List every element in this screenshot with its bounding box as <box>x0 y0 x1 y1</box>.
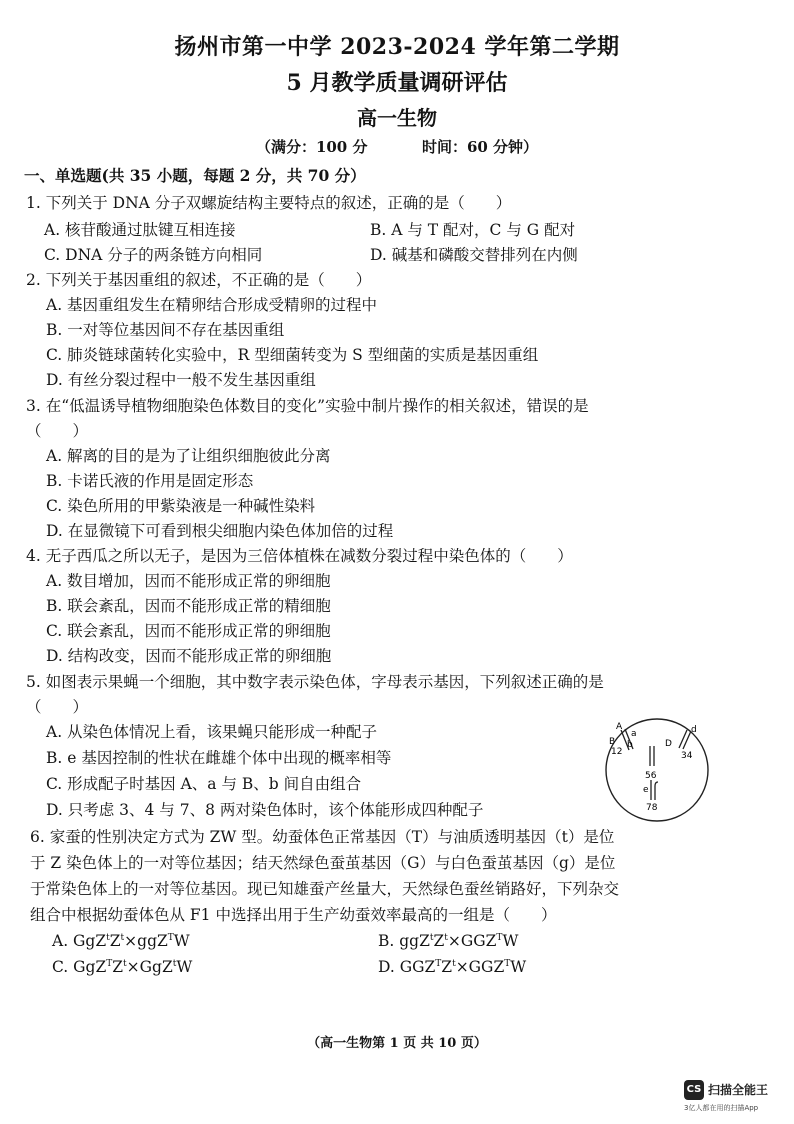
q1-option-c: C. DNA 分子的两条链方向相同 <box>44 246 263 264</box>
gene-b-label: b <box>627 740 633 750</box>
q3-stem-brackets: （ ） <box>26 422 89 440</box>
exam-title: 5 月教学质量调研评估 <box>286 70 508 96</box>
time-info: 时间：60 分钟） <box>421 138 539 156</box>
scanner-app-name: 扫描全能王 <box>708 1083 769 1097</box>
q2-stem: 2. 下列关于基因重组的叙述，不正确的是（ ） <box>26 271 372 289</box>
q4-option-c: C. 联会紊乱，因而不能形成正常的卵细胞 <box>46 622 331 640</box>
q6-option-d: D. $GGZ^TZ^t\times GGZ^TW$ <box>378 958 527 976</box>
q5-stem: 5. 如图表示果蝇一个细胞，其中数字表示染色体，字母表示基因，下列叙述正确的是 <box>26 673 604 691</box>
q3-option-d: D. 在显微镜下可看到根尖细胞内染色体加倍的过程 <box>46 522 394 540</box>
exam-meta <box>0 136 794 157</box>
q4-option-a: A. 数目增加，因而不能形成正常的卵细胞 <box>46 572 331 590</box>
chromosome-4 <box>683 731 691 749</box>
scanner-app-slogan: 3亿人都在用的扫描App <box>684 1104 759 1112</box>
school-title: 扬州市第一中学 2023-2024 学年第二学期 <box>174 34 620 60</box>
q4-stem: 4. 无子西瓜之所以无子，是因为三倍体植株在减数分裂过程中染色体的（ ） <box>26 547 573 565</box>
chromosome-56-label: 56 <box>645 771 657 781</box>
gene-A-label: A <box>616 722 623 732</box>
q2-option-b: B. 一对等位基因间不存在基因重组 <box>46 321 285 339</box>
q2-option-a: A. 基因重组发生在精卵结合形成受精卵的过程中 <box>46 296 378 314</box>
q6-stem-line3: 于常染色体上的一对等位基因。现已知雄蚕产丝量大，天然绿色蚕丝销路好，下列杂交 <box>30 880 620 898</box>
chromosome-12-label: 12 <box>611 747 623 757</box>
q3-option-a: A. 解离的目的是为了让组织细胞彼此分离 <box>46 447 331 465</box>
q5-option-d: D. 只考虑 3、4 与 7、8 两对染色体时，该个体能形成四种配子 <box>46 801 484 819</box>
gene-e-label: e <box>643 785 649 795</box>
q6-option-a: A. $GgZ^tZ^t\times ggZ^TW$ <box>52 932 190 950</box>
gene-D-label: D <box>665 739 672 749</box>
gene-a-label: a <box>631 729 637 739</box>
q3-stem: 3. 在“低温诱导植物细胞染色体数目的变化”实验中制片操作的相关叙述，错误的是 <box>26 397 589 415</box>
q3-option-c: C. 染色所用的甲紫染液是一种碱性染料 <box>46 497 316 515</box>
cell-svg <box>603 716 711 824</box>
chromosome-34-label: 34 <box>681 751 693 761</box>
chromosome-3 <box>679 730 687 748</box>
score-info: （满分：100 分 <box>255 138 368 156</box>
q3-option-b: B. 卡诺氏液的作用是固定形态 <box>46 472 254 490</box>
q5-option-a: A. 从染色体情况上看，该果蝇只能形成一种配子 <box>46 723 378 741</box>
page-footer: （高一生物第 1 页 共 10 页） <box>307 1036 487 1051</box>
q2-option-d: D. 有丝分裂过程中一般不发生基因重组 <box>46 371 316 389</box>
q1-option-d: D. 碱基和磷酸交替排列在内侧 <box>370 246 578 264</box>
chromosome-78-label: 78 <box>646 803 658 813</box>
subject-title: 高一生物 <box>357 106 437 130</box>
q1-option-b: B. A 与 T 配对，C 与 G 配对 <box>370 221 576 239</box>
q5-option-b: B. e 基因控制的性状在雌雄个体中出现的概率相等 <box>46 749 392 767</box>
q5-option-c: C. 形成配子时基因 A、a 与 B、b 间自由组合 <box>46 775 362 793</box>
q1-stem: 1. 下列关于 DNA 分子双螺旋结构主要特点的叙述，正确的是（ ） <box>26 194 512 212</box>
scanner-logo-icon: CS <box>684 1080 704 1100</box>
q6-stem-line2: 于 Z 染色体上的一对等位基因；结天然绿色蚕茧基因（G）与白色蚕茧基因（g）是位 <box>30 854 616 872</box>
q4-option-d: D. 结构改变，因而不能形成正常的卵细胞 <box>46 647 332 665</box>
section-heading: 一、单选题(共 35 小题，每题 2 分，共 70 分） <box>24 166 366 185</box>
gene-d-label: d <box>691 725 697 735</box>
q6-option-b: B. $ggZ^tZ^t\times GGZ^TW$ <box>378 932 519 950</box>
q6-stem-line1: 6. 家蚕的性别决定方式为 ZW 型。幼蚕体色正常基因（T）与油质透明基因（t）是位 <box>30 828 615 846</box>
q4-option-b: B. 联会紊乱，因而不能形成正常的精细胞 <box>46 597 331 615</box>
q6-stem-line4: 组合中根据幼蚕体色从 F1 中选择出用于生产幼蚕效率最高的一组是（ ） <box>30 906 557 924</box>
gene-B-label: B <box>609 737 616 747</box>
q1-option-a: A. 核苷酸通过肽键互相连接 <box>44 221 236 239</box>
fruit-fly-cell-diagram <box>603 716 711 824</box>
chromosome-8 <box>655 782 658 800</box>
q6-option-c: C. $GgZ^TZ^t\times GgZ^tW$ <box>52 958 193 976</box>
q2-option-c: C. 肺炎链球菌转化实验中，R 型细菌转变为 S 型细菌的实质是基因重组 <box>46 346 539 364</box>
scanner-watermark <box>684 1080 784 1116</box>
q5-stem-brackets: （ ） <box>26 698 89 716</box>
